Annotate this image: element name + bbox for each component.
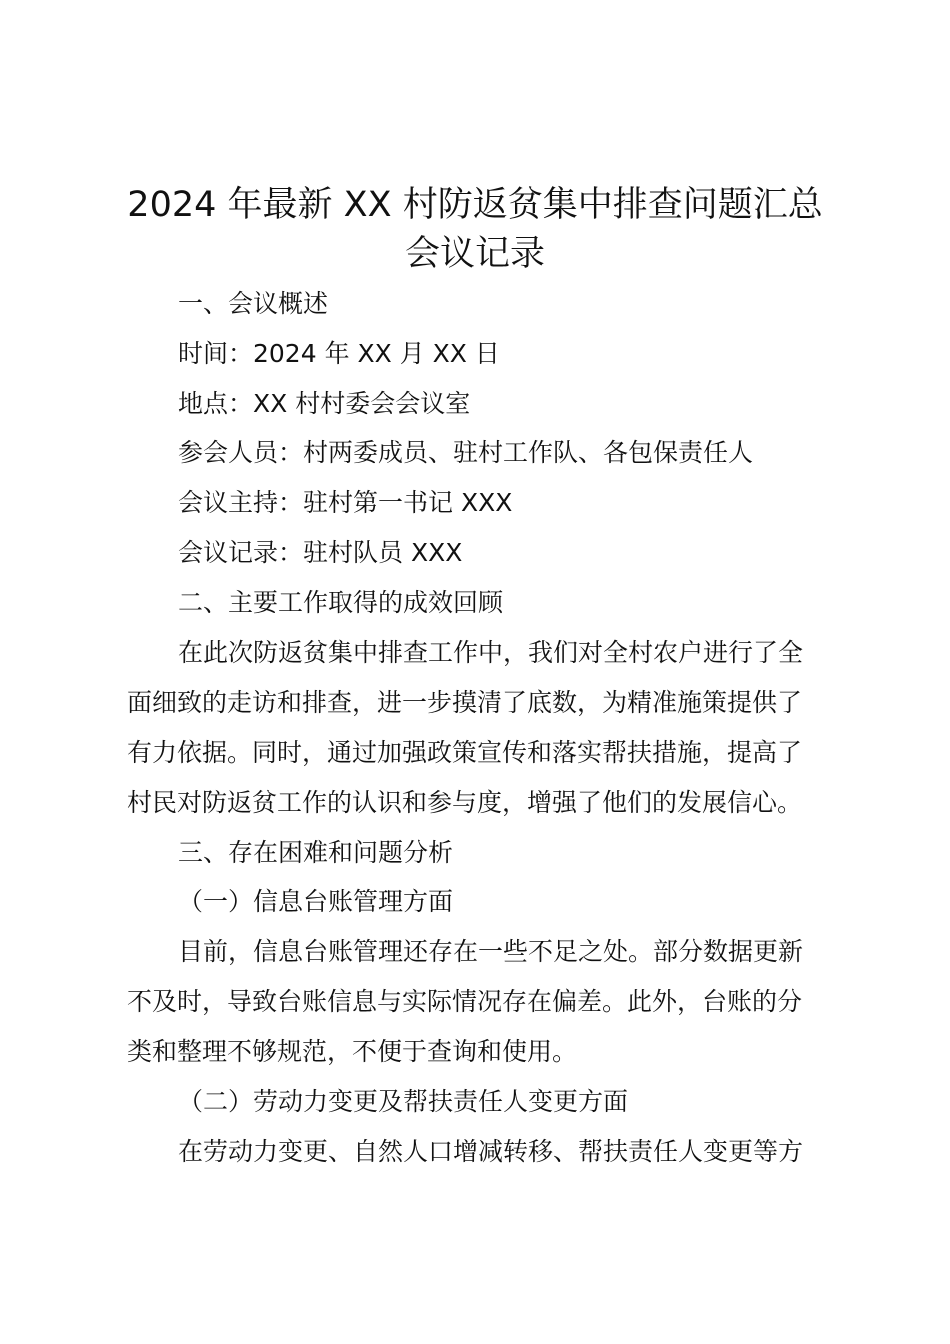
paragraph-line: 面细致的走访和排查，进一步摸清了底数，为精准施策提供了	[127, 688, 803, 717]
section-heading-overview: 一、会议概述	[178, 289, 329, 318]
meeting-location: 地点：XX 村村委会会议室	[178, 389, 471, 418]
meeting-recorder: 会议记录：驻村队员 XXX	[178, 538, 463, 567]
document-title-line-2: 会议记录	[404, 234, 545, 274]
meeting-time: 时间：2024 年 XX 月 XX 日	[178, 339, 500, 368]
meeting-host: 会议主持：驻村第一书记 XXX	[178, 488, 513, 517]
paragraph-line: 在此次防返贫集中排查工作中，我们对全村农户进行了全	[178, 638, 804, 667]
paragraph-line: 有力依据。同时，通过加强政策宣传和落实帮扶措施，提高了	[127, 738, 803, 767]
paragraph-line: 不及时，导致台账信息与实际情况存在偏差。此外，台账的分	[127, 987, 803, 1016]
paragraph-line: 类和整理不够规范，不便于查询和使用。	[127, 1037, 578, 1066]
paragraph-line: 目前，信息台账管理还存在一些不足之处。部分数据更新	[178, 937, 804, 966]
paragraph-line: 在劳动力变更、自然人口增减转移、帮扶责任人变更等方	[178, 1137, 804, 1166]
section-heading-problems: 三、存在困难和问题分析	[178, 838, 454, 867]
subsection-heading-ledger: （一）信息台账管理方面	[178, 887, 454, 916]
paragraph-line: 村民对防返贫工作的认识和参与度，增强了他们的发展信心。	[127, 788, 803, 817]
section-heading-achievements: 二、主要工作取得的成效回顾	[178, 588, 504, 617]
document-title-line-1: 2024 年最新 XX 村防返贫集中排查问题汇总	[127, 185, 823, 225]
meeting-attendees: 参会人员：村两委成员、驻村工作队、各包保责任人	[178, 438, 754, 467]
subsection-heading-labor-change: （二）劳动力变更及帮扶责任人变更方面	[178, 1087, 629, 1116]
